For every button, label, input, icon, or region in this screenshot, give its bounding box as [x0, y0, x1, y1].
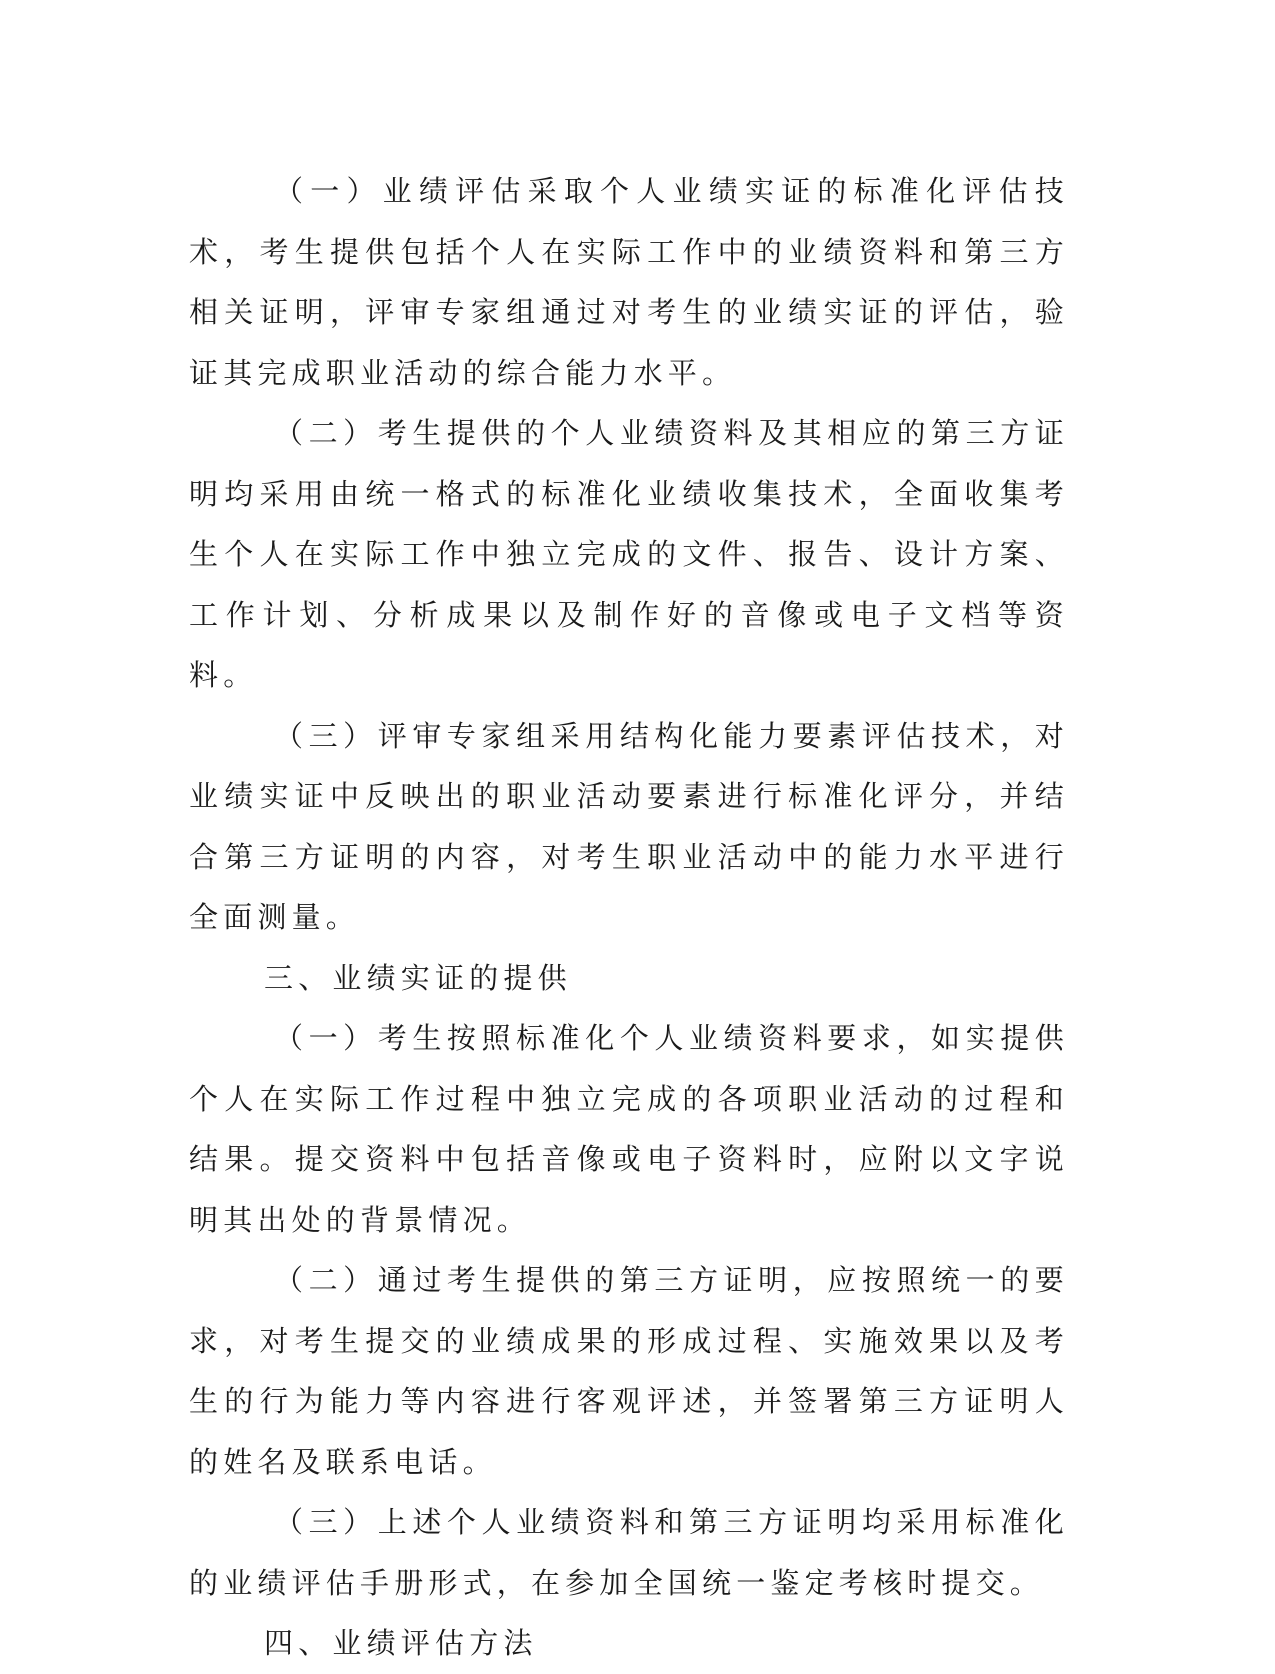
paragraph-third-party-certification: （二）通过考生提供的第三方证明，应按照统一的要求，对考生提交的业绩成果的形成过程、实施效果以及考生的行为能力等内容进行客观评述，并签署第三方证明人的姓名及联系电话。 [189, 1263, 1069, 1479]
document-body [189, 161, 1069, 1674]
paragraph-handbook-submission: （三）上述个人业绩资料和第三方证明均采用标准化的业绩评估手册形式，在参加全国统一鉴定考核时提交。 [189, 1505, 1069, 1600]
paragraph-performance-data-collection: （二）考生提供的个人业绩资料及其相应的第三方证明均采用由统一格式的标准化业绩收集技术，全面收集考生个人在实际工作中独立完成的文件、报告、设计方案、工作计划、分析成果以及制作好的音像或电子文档等资料。 [189, 416, 1069, 692]
section-heading-4: 四、业绩评估方法 [264, 1626, 538, 1660]
paragraph-expert-panel-scoring: （三）评审专家组采用结构化能力要素评估技术，对业绩实证中反映出的职业活动要素进行标准化评分，并结合第三方证明的内容，对考生职业活动中的能力水平进行全面测量。 [189, 718, 1069, 934]
paragraph-submission-requirements: （一）考生按照标准化个人业绩资料要求，如实提供个人在实际工作过程中独立完成的各项职业活动的过程和结果。提交资料中包括音像或电子资料时，应附以文字说明其出处的背景情况。 [189, 1021, 1069, 1237]
paragraph-performance-evaluation-method: （一）业绩评估采取个人业绩实证的标准化评估技术，考生提供包括个人在实际工作中的业绩资料和第三方相关证明，评审专家组通过对考生的业绩实证的评估，验证其完成职业活动的综合能力水平。 [189, 174, 1069, 390]
section-heading-3: 三、业绩实证的提供 [264, 960, 572, 995]
